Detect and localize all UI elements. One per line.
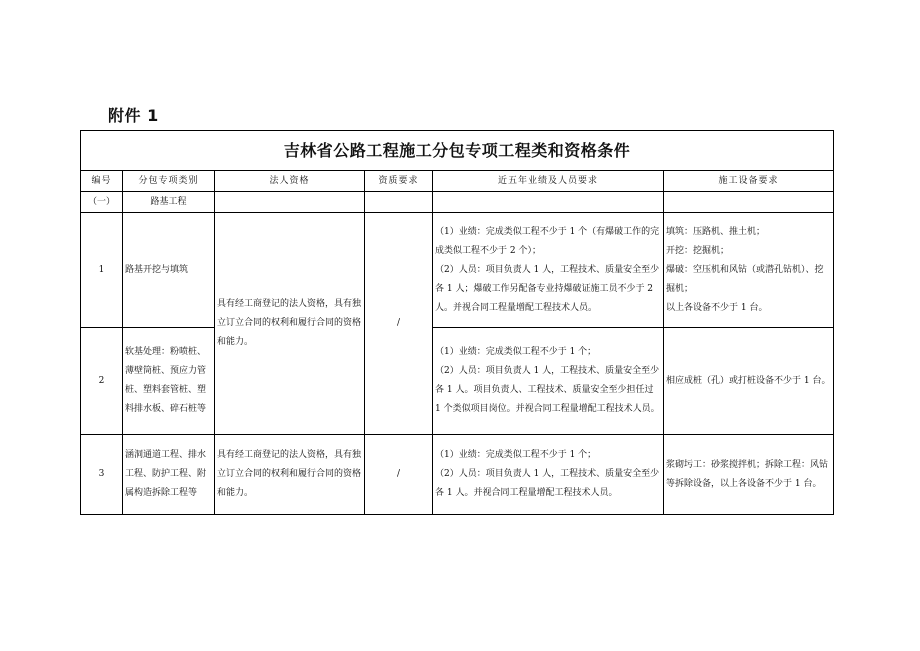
header-number: 编号 bbox=[81, 171, 123, 192]
empty-cell bbox=[433, 192, 664, 213]
equipment-line: 爆破：空压机和风钻（或潜孔钻机）、挖掘机； bbox=[666, 264, 824, 294]
equipment-line: 以上各设备不少于 1 台。 bbox=[666, 302, 768, 313]
row-legal: 具有经工商登记的法人资格，具有独立订立合同的权利和履行合同的资格和能力。 bbox=[215, 435, 365, 515]
row-number: 3 bbox=[81, 435, 123, 515]
row-equipment bbox=[664, 328, 834, 435]
header-row bbox=[81, 171, 834, 192]
row-performance bbox=[433, 213, 664, 328]
equipment-line: 填筑：压路机、推土机； bbox=[666, 226, 766, 237]
table-title: 吉林省公路工程施工分包专项工程类和资格条件 bbox=[81, 131, 834, 171]
group-row bbox=[81, 192, 834, 213]
equipment-line: 相应成桩（孔）或打桩设备不少于 1 台。 bbox=[666, 375, 831, 386]
performance-line: （1）业绩：完成类似工程不少于 1 个； bbox=[435, 347, 597, 357]
table-row bbox=[81, 435, 834, 515]
header-performance: 近五年业绩及人员要求 bbox=[433, 171, 664, 192]
header-legal: 法人资格 bbox=[215, 171, 365, 192]
row-category: 涵洞通道工程、排水工程、防护工程、附属构造拆除工程等 bbox=[123, 435, 215, 515]
empty-cell bbox=[664, 192, 834, 213]
row-category: 软基处理：粉喷桩、薄壁筒桩、预应力管桩、塑料套管桩、塑料排水板、碎石桩等 bbox=[123, 328, 215, 435]
table-row bbox=[81, 328, 834, 435]
empty-cell bbox=[215, 192, 365, 213]
performance-line: （2）人员：项目负责人 1 人，工程技术、质量安全至少各 1 人；爆破工作另配备专业持爆破证施工员不少于 2 人。并视合同工程量增配工程技术人员。 bbox=[435, 264, 660, 313]
group-name: 路基工程 bbox=[123, 192, 215, 213]
row-equipment bbox=[664, 435, 834, 515]
performance-line: （2）人员：项目负责人 1 人，工程技术、质量安全至少各 1 人。项目负责人、工程技术、质量安全至少担任过 1 个类似项目岗位。并视合同工程量增配工程技术人员。 bbox=[435, 366, 660, 414]
row-category: 路基开挖与填筑 bbox=[123, 213, 215, 328]
qualification-table bbox=[80, 130, 834, 515]
row-legal: 具有经工商登记的法人资格，具有独立订立合同的权利和履行合同的资格和能力。 bbox=[215, 213, 365, 435]
row-equipment bbox=[664, 213, 834, 328]
row-qualification: / bbox=[365, 213, 433, 435]
equipment-line: 浆砌圬工：砂浆搅拌机；拆除工程：风钻等拆除设备，以上各设备不少于 1 台。 bbox=[666, 459, 829, 489]
equipment-line: 开挖：挖掘机； bbox=[666, 245, 730, 256]
attachment-label: 附件 1 bbox=[108, 106, 159, 125]
performance-line: （1）业绩：完成类似工程不少于 1 个； bbox=[435, 450, 597, 460]
header-equipment: 施工设备要求 bbox=[664, 171, 834, 192]
row-performance bbox=[433, 435, 664, 515]
row-number: 2 bbox=[81, 328, 123, 435]
row-performance bbox=[433, 328, 664, 435]
empty-cell bbox=[365, 192, 433, 213]
group-number: （一） bbox=[81, 192, 123, 213]
header-category: 分包专项类别 bbox=[123, 171, 215, 192]
row-qualification: / bbox=[365, 435, 433, 515]
performance-line: （2）人员：项目负责人 1 人，工程技术、质量安全至少各 1 人。并视合同工程量增配工程技术人员。 bbox=[435, 469, 660, 498]
row-number: 1 bbox=[81, 213, 123, 328]
performance-line: （1）业绩：完成类似工程不少于 1 个（有爆破工作的完成类似工程不少于 2 个）； bbox=[435, 226, 660, 256]
table-row bbox=[81, 213, 834, 328]
header-qualification: 资质要求 bbox=[365, 171, 433, 192]
